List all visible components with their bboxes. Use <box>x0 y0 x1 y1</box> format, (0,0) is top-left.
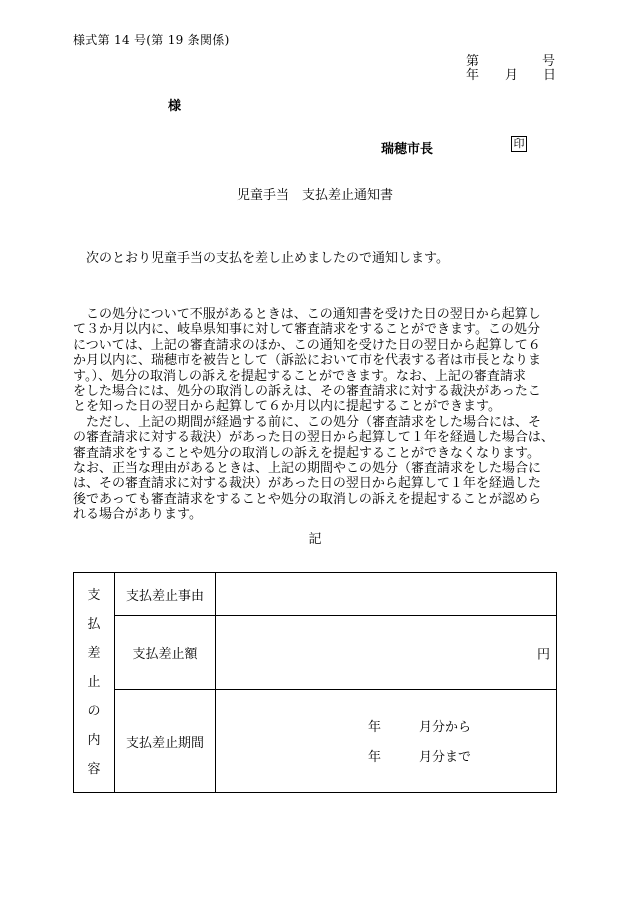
reason-value-field[interactable] <box>216 573 557 616</box>
period-to-line <box>368 746 471 765</box>
body-line: は、その審査請求に対する裁決）があった日の翌日から起算して１年を経過した <box>73 476 541 492</box>
addressee-honorific: 様 <box>168 99 182 114</box>
seal-mark: 印 <box>511 136 527 152</box>
vertical-header-cell <box>74 573 115 793</box>
body-line: をした場合には、処分の取消しの訴えは、その審査請求に対する裁決があったこ <box>73 384 541 400</box>
vertical-header-char: 差 <box>87 646 101 661</box>
body-line: の審査請求に対する裁決）があった日の翌日から起算して１年を経過した場合は、 <box>73 430 554 446</box>
body-line: については、上記の審査請求のほか、この通知を受けた日の翌日から起算して６ <box>73 337 541 353</box>
body-line: て３か月以内に、岐阜県知事に対して審査請求をすることができます。この処分 <box>73 322 540 338</box>
vertical-header-char: の <box>87 704 101 719</box>
period-value-field[interactable] <box>216 690 557 793</box>
notice-text: 次のとおり児童手当の支払を差し止めましたので通知します。 <box>86 251 449 266</box>
body-line: とを知った日の翌日から起算して６か月以内に提起することができます。 <box>73 399 501 415</box>
body-line: なお、正当な理由があるときは、上記の期間やこの処分（審査請求をした場合に <box>73 461 542 477</box>
issuer-title: 瑞穂市長 <box>381 142 434 157</box>
form-number: 様式第 14 号(第 19 条関係) <box>73 33 230 47</box>
body-line: れる場合があります。 <box>73 507 202 523</box>
date-month: 月 <box>505 68 519 83</box>
vertical-header-char: 容 <box>87 762 101 777</box>
yen-unit: 円 <box>536 647 550 662</box>
period-label: 支払差止期間 <box>115 690 216 793</box>
period-to-month: 月分まで <box>419 750 472 765</box>
suspension-details-table <box>73 572 557 793</box>
body-line: 後であっても審査請求をすることや処分の取消しの訴えを提起することが認めら <box>73 491 541 507</box>
vertical-header-char: 止 <box>87 675 101 690</box>
doc-number-go: 号 <box>542 54 556 69</box>
body-line: す。）、処分の取消しの訴えを提起することができます。なお、上記の審査請求 <box>73 368 526 384</box>
document-title: 児童手当 支払差止通知書 <box>236 188 393 203</box>
ki-heading: 記 <box>308 532 322 547</box>
period-from-month: 月分から <box>419 720 472 735</box>
period-from-line <box>368 716 471 735</box>
period-to-year: 年 <box>368 750 382 765</box>
amount-value-field[interactable] <box>216 616 557 690</box>
amount-label: 支払差止額 <box>115 616 216 690</box>
appeal-instructions <box>73 307 563 523</box>
date-year: 年 <box>466 68 480 83</box>
reason-label: 支払差止事由 <box>115 573 216 616</box>
vertical-header-char: 支 <box>87 588 101 603</box>
body-line: か月以内に、瑞穂市を被告として（訴訟において市を代表する者は市長となりま <box>73 353 542 369</box>
vertical-header-char: 払 <box>87 617 101 632</box>
doc-number-dai: 第 <box>466 54 480 69</box>
body-line: 審査請求をすることや処分の取消しの訴えを提起することができなくなります。 <box>73 445 540 461</box>
date-day: 日 <box>543 68 557 83</box>
body-line: この処分について不服があるときは、この通知書を受けた日の翌日から起算し <box>73 307 541 322</box>
vertical-header-char: 内 <box>87 733 101 748</box>
body-line: ただし、上記の期間が経過する前に、この処分（審査請求をした場合には、そ <box>73 414 542 430</box>
period-from-year: 年 <box>368 720 382 735</box>
